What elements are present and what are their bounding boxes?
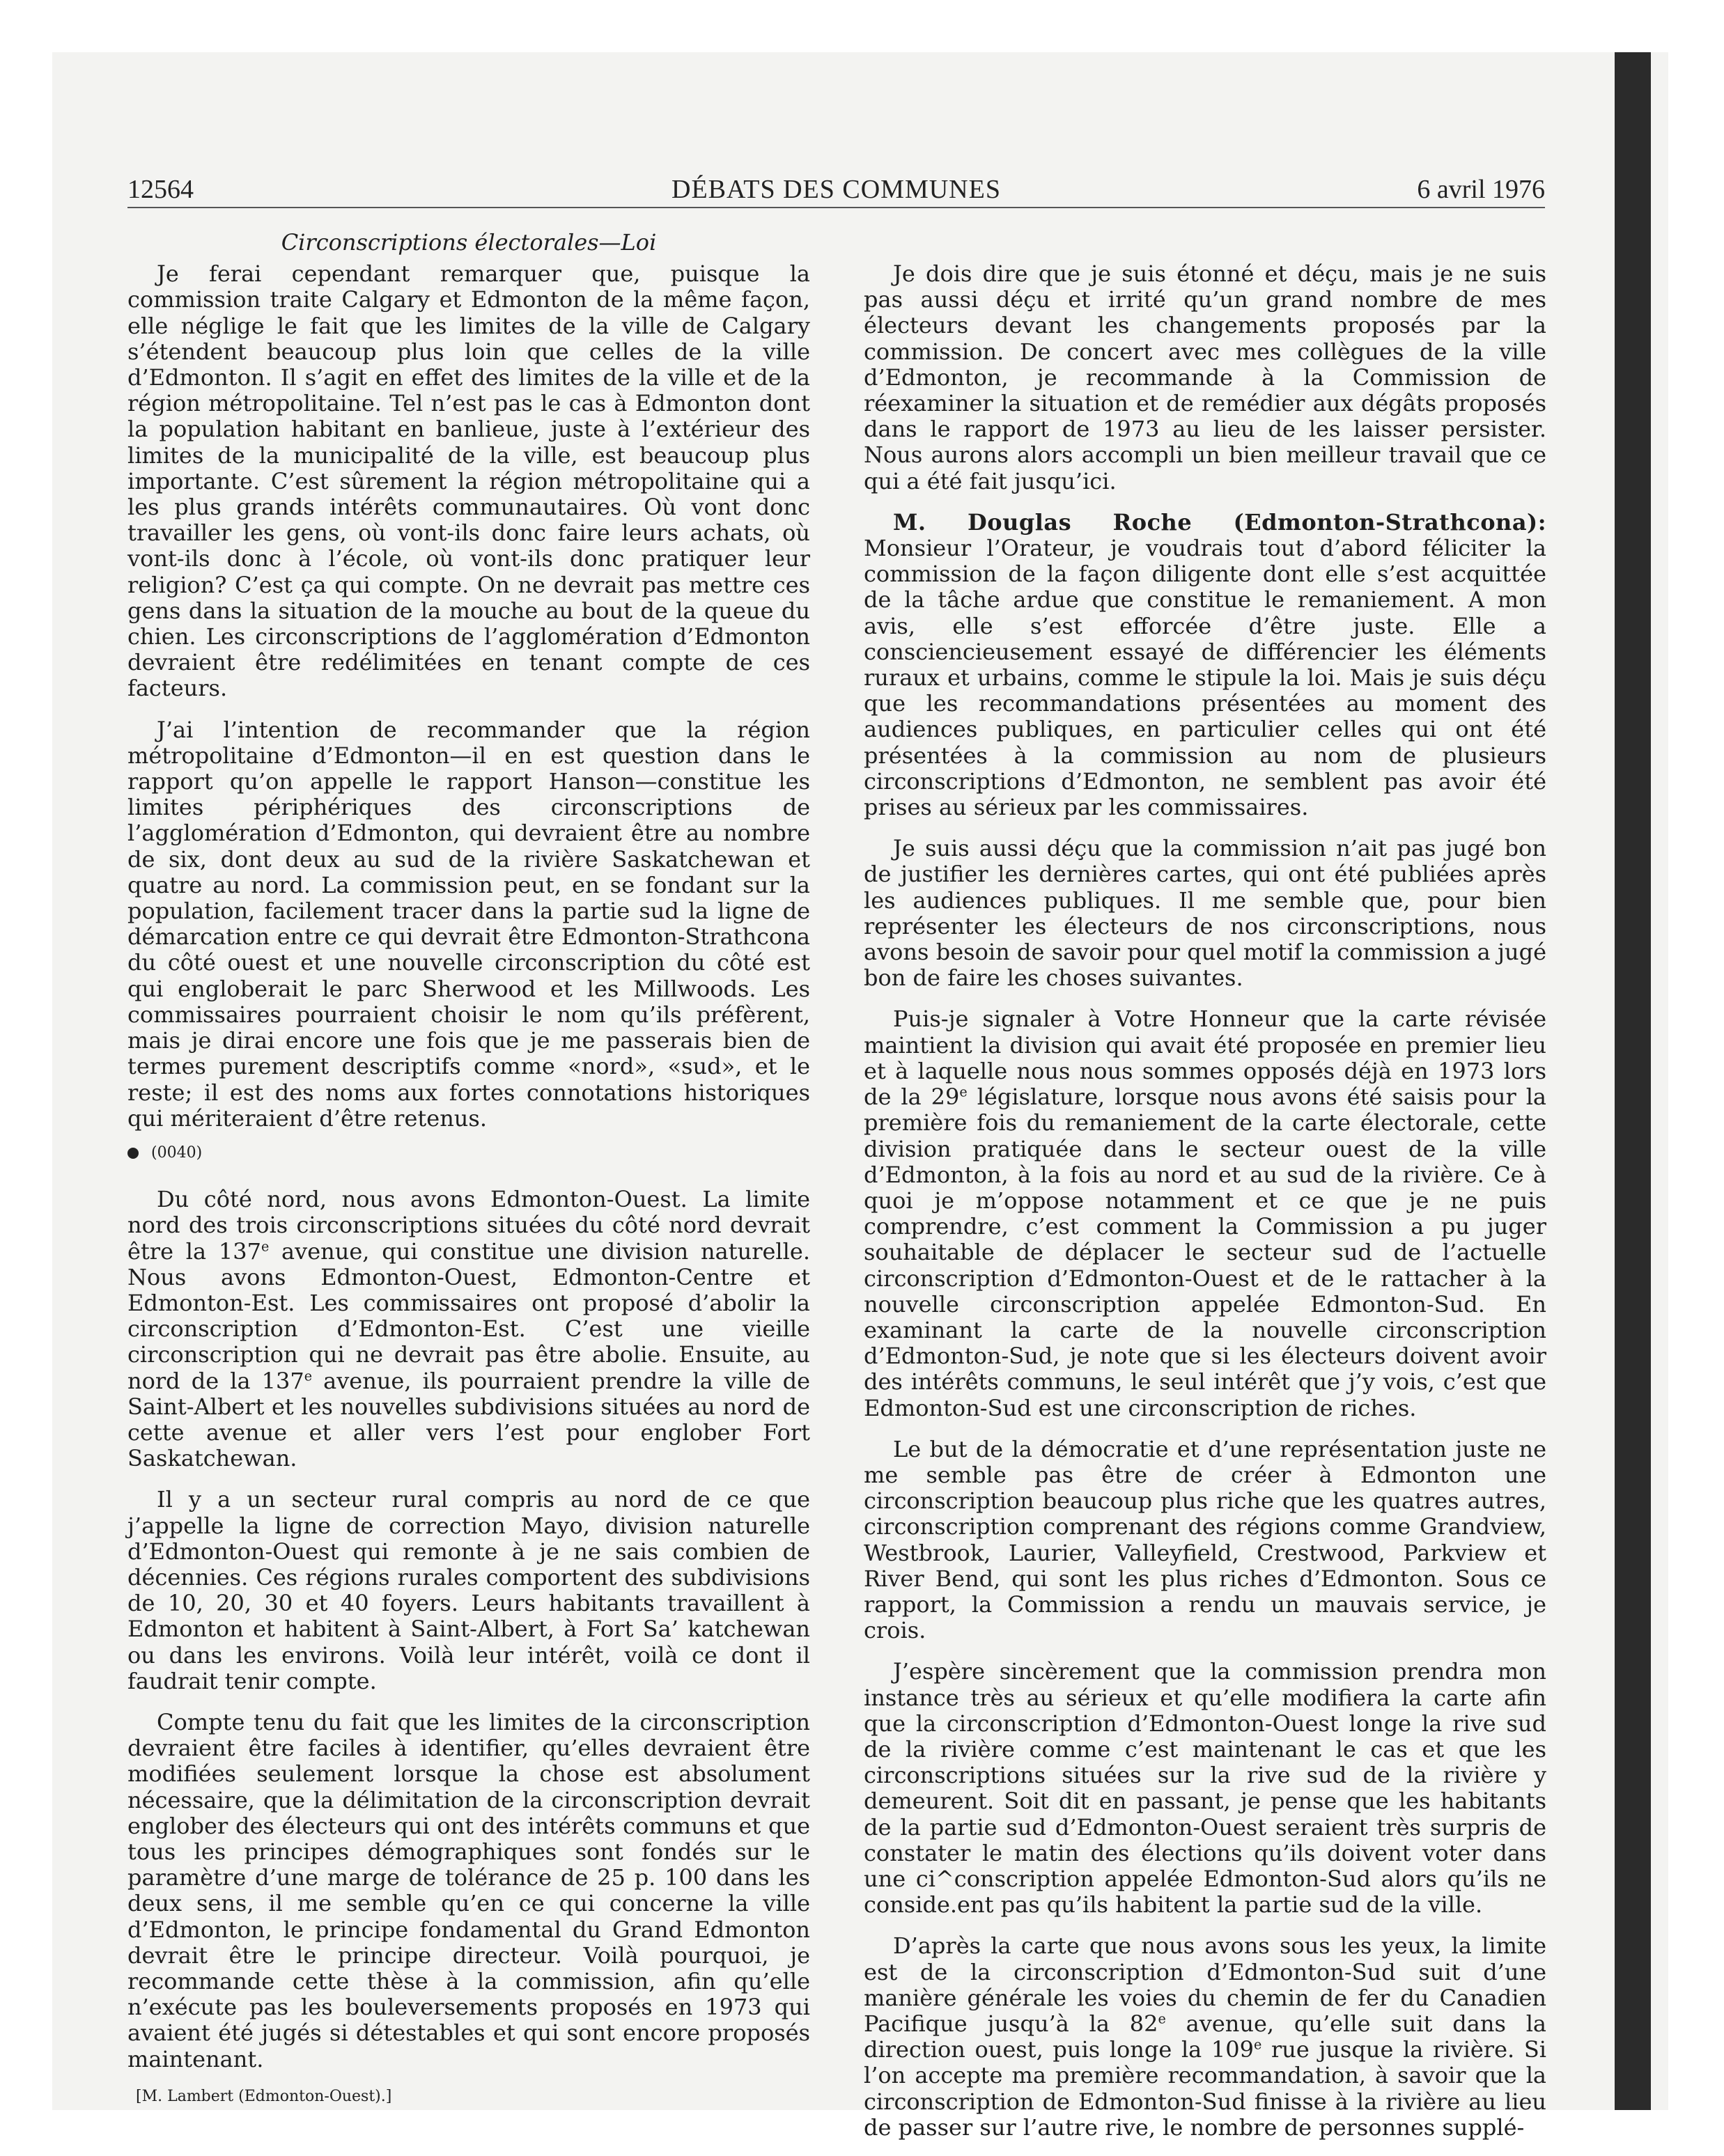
- paragraph: D’après la carte que nous avons sous les yeux, la limite est de la circonscription d’Edmonton-Sud suit d’une manière générale les voies du chemin de fer du Canadien Pacifique jusqu’à la 82e avenue, qu’elle suit dans la direction ouest, puis longe la 109e rue jusque la rivière. Si l’on accepte ma première recommandation, à savoir que la circonscription de Edmonton-Sud finisse à la rivière au lieu de passer sur l’autre rive, le nombre de personnes supplé-: [864, 1932, 1547, 2141]
- paragraph: J’espère sincèrement que la commission prendra mon instance très au sérieux et qu’elle modifiera la carte afin que la circonscription d’Edmonton-Ouest longe la rive sud de la rivière comme c’est maintenant le cas et que les circonscriptions situées sur la rive sud de la rivière y demeurent. Soit dit en passant, je pense que les habitants de la partie sud d’Edmonton-Ouest seraient très surpris de constater le matin des élections qu’ils doivent voter dans une ci^conscription appelée Edmonton-Sud alors qu’ils ne conside.ent pas qu’ils habitent la partie sud de la ville.: [864, 1658, 1546, 1919]
- speaker-name: M. Douglas Roche (Edmonton-Strathcona):: [893, 508, 1546, 536]
- page-number: 12564: [127, 175, 194, 204]
- paragraph: M. Douglas Roche (Edmonton-Strathcona): Monsieur l’Orateur, je voudrais tout d’abord féliciter la commission de la façon diligente dont elle s’est acquittée de la tâche ardue que constitue le remaniement. A mon avis, elle s’est efforcée d’être juste. Elle a consciencieusement essayé de différencier les éléments ruraux et urbains, comme le stipule la loi. Mais je suis déçu que les recommandations présentées au moment des audiences publiques, en particulier celles qui ont été présentées à la commission au nom de plusieurs circonscriptions d’Edmonton, ne semblent pas avoir été prises au sérieux par les commissaires.: [864, 508, 1546, 821]
- paragraph: Je ferai cependant remarquer que, puisque la commission traite Calgary et Edmonton de la même façon, elle néglige le fait que les limites de la ville de Calgary s’étendent beaucoup plus loin que celles de la ville d’Edmonton. Il s’agit en effet des limites de la ville et de la région métropolitaine. Tel n’est pas le cas à Edmonton dont la population habitant en banlieue, juste à l’extérieur des limites de la municipalité de la ville, est beaucoup plus importante. C’est sûrement la région métropolitaine qui a les plus grands intérêts communautaires. Où vont donc travailler les gens, où vont-ils donc faire leurs achats, où vont-ils donc à l’école, où vont-ils donc pratiquer leur religion? C’est ça qui compte. On ne devrait pas mettre ces gens dans la situation de la mouche au bout de la queue du chien. Les circonscriptions de l’agglomération d’Edmonton devraient être redélimitées en tenant compte de ces facteurs.: [127, 260, 810, 702]
- paragraph: Le but de la démocratie et d’une représentation juste ne me semble pas être de créer à Edmonton une circonscription beaucoup plus riche que les quatres autres, circonscription comprenant des régions comme Grandview, Westbrook, Laurier, Valleyfield, Crestwood, Parkview et River Bend, qui sont les plus riches d’Edmonton. Sous ce rapport, la Commission a rendu un mauvais service, je crois.: [864, 1435, 1546, 1644]
- paragraph: Du côté nord, nous avons Edmonton-Ouest. La limite nord des trois circonscriptions situées du côté nord devrait être la 137e avenue, qui constitue une division naturelle. Nous avons Edmonton-Ouest, Edmonton-Centre et Edmonton-Est. Les commissaires ont proposé d’abolir la circonscription d’Edmonton-Est. C’est une vieille circonscription qui ne devrait pas être abolie. Ensuite, au nord de la 137e avenue, ils pourraient prendre la ville de Saint-Albert et les nouvelles subdivisions situées au nord de cette avenue et aller vers l’est pour englober Fort Saskatchewan.: [127, 1186, 811, 1472]
- time-marker-label: (0040): [151, 1143, 203, 1162]
- bullet-icon: [127, 1148, 139, 1159]
- header-rule: [127, 207, 1545, 208]
- time-marker: [127, 1140, 810, 1166]
- running-title: Circonscriptions électorales—Loi: [281, 229, 657, 256]
- paragraph: Il y a un secteur rural compris au nord de ce que j’appelle la ligne de correction Mayo, division naturelle d’Edmonton-Ouest qui remonte à je ne sais combien de décennies. Ces régions rurales comportent des subdivisions de 10, 20, 30 et 40 foyers. Leurs habitants travaillent à Edmonton et habitent à Saint-Albert, à Fort Sa’ katchewan ou dans les environs. Voilà leur intérêt, voilà ce dont il faudrait tenir compte.: [127, 1486, 810, 1694]
- left-column: [127, 230, 810, 2109]
- right-column: [864, 230, 1546, 2156]
- paragraph: Compte tenu du fait que les limites de la circonscription devraient être faciles à identifier, qu’elles devraient être modifiées seulement lorsque la chose est absolument nécessaire, que la délimitation de la circonscription devrait englober des électeurs qui ont des intérêts communs et que tous les principes démographiques sont fondés sur le paramètre d’une marge de tolérance de 25 p. 100 dans les deux sens, il me semble qu’en ce qui concerne la ville d’Edmonton, le principe fondamental du Grand Edmonton devrait être le principe directeur. Voilà pourquoi, je recommande cette thèse à la commission, afin qu’elle n’exécute pas les bouleversements proposés en 1973 qui avaient été jugés si détestables et qui sont encore proposés maintenant.: [127, 1708, 810, 2072]
- paragraph: J’ai l’intention de recommander que la région métropolitaine d’Edmonton—il en est question dans le rapport qu’on appelle le rapport Hanson—constitue les limites périphériques des circonscriptions de l’agglomération d’Edmonton, qui devraient être au nombre de six, dont deux au sud de la rivière Saskatchewan et quatre au nord. La commission peut, en se fondant sur la population, facilement tracer dans la partie sud la ligne de démarcation entre ce qui devrait être Edmonton-Strathcona du côté ouest et une nouvelle circonscription du côté est qui engloberait le parc Sherwood et les Millwoods. Les commissaires pourraient choisir le nom qu’ils préfèrent, mais je dirai encore une fois que je me passerais bien de termes purement descriptifs comme «nord», «sud», et le reste; il est des noms aux fortes connotations historiques qui mériteraient d’être retenus.: [127, 716, 810, 1132]
- paragraph: Je dois dire que je suis étonné et déçu, mais je ne suis pas aussi déçu et irrité qu’un grand nombre de mes électeurs devant les changements proposés par la commission. De concert avec mes collègues de la ville d’Edmonton, je recommande à la Commission de réexaminer la situation et de remédier aux dégâts proposés dans le rapport de 1973 au lieu de les laisser persister. Nous aurons alors accompli un bien meilleur travail que ce qui a été fait jusqu’ici.: [864, 260, 1546, 494]
- publication-title: DÉBATS DES COMMUNES: [671, 175, 1001, 204]
- speaker-footnote: [M. Lambert (Edmonton-Ouest).]: [136, 2087, 392, 2105]
- paragraph: Puis-je signaler à Votre Honneur que la carte révisée maintient la division qui avait été proposée en premier lieu et à laquelle nous nous sommes opposés déjà en 1973 lors de la 29e législature, lorsque nous avons été saisis pour la première fois du remaniement de la carte électorale, cette division pratiquée dans le secteur ouest de la ville d’Edmonton, à la fois au nord et au sud de la rivière. Ce à quoi je m’oppose notamment et ce que je ne puis comprendre, c’est comment la Commission a pu juger souhaitable de déplacer le secteur sud de l’actuelle circonscription d’Edmonton-Ouest et de le rattacher à la nouvelle circonscription appelée Edmonton-Sud. En examinant la carte de la nouvelle circonscription d’Edmonton-Sud, je note que si les électeurs doivent avoir des intérêts communs, le seul intérêt que j’y vois, c’est que Edmonton-Sud est une circonscription de riches.: [864, 1006, 1547, 1421]
- page-date: 6 avril 1976: [1417, 175, 1545, 204]
- scan-edge-shadow: [1615, 52, 1651, 2110]
- paragraph: Je suis aussi déçu que la commission n’ait pas jugé bon de justifier les dernières cartes, qui ont été publiées après les audiences publiques. Il me semble que, pour bien représenter les électeurs de nos circonscriptions, nous avons besoin de savoir pour quel motif la commission a jugé bon de faire les choses suivantes.: [864, 835, 1546, 992]
- page-header: [127, 174, 1545, 209]
